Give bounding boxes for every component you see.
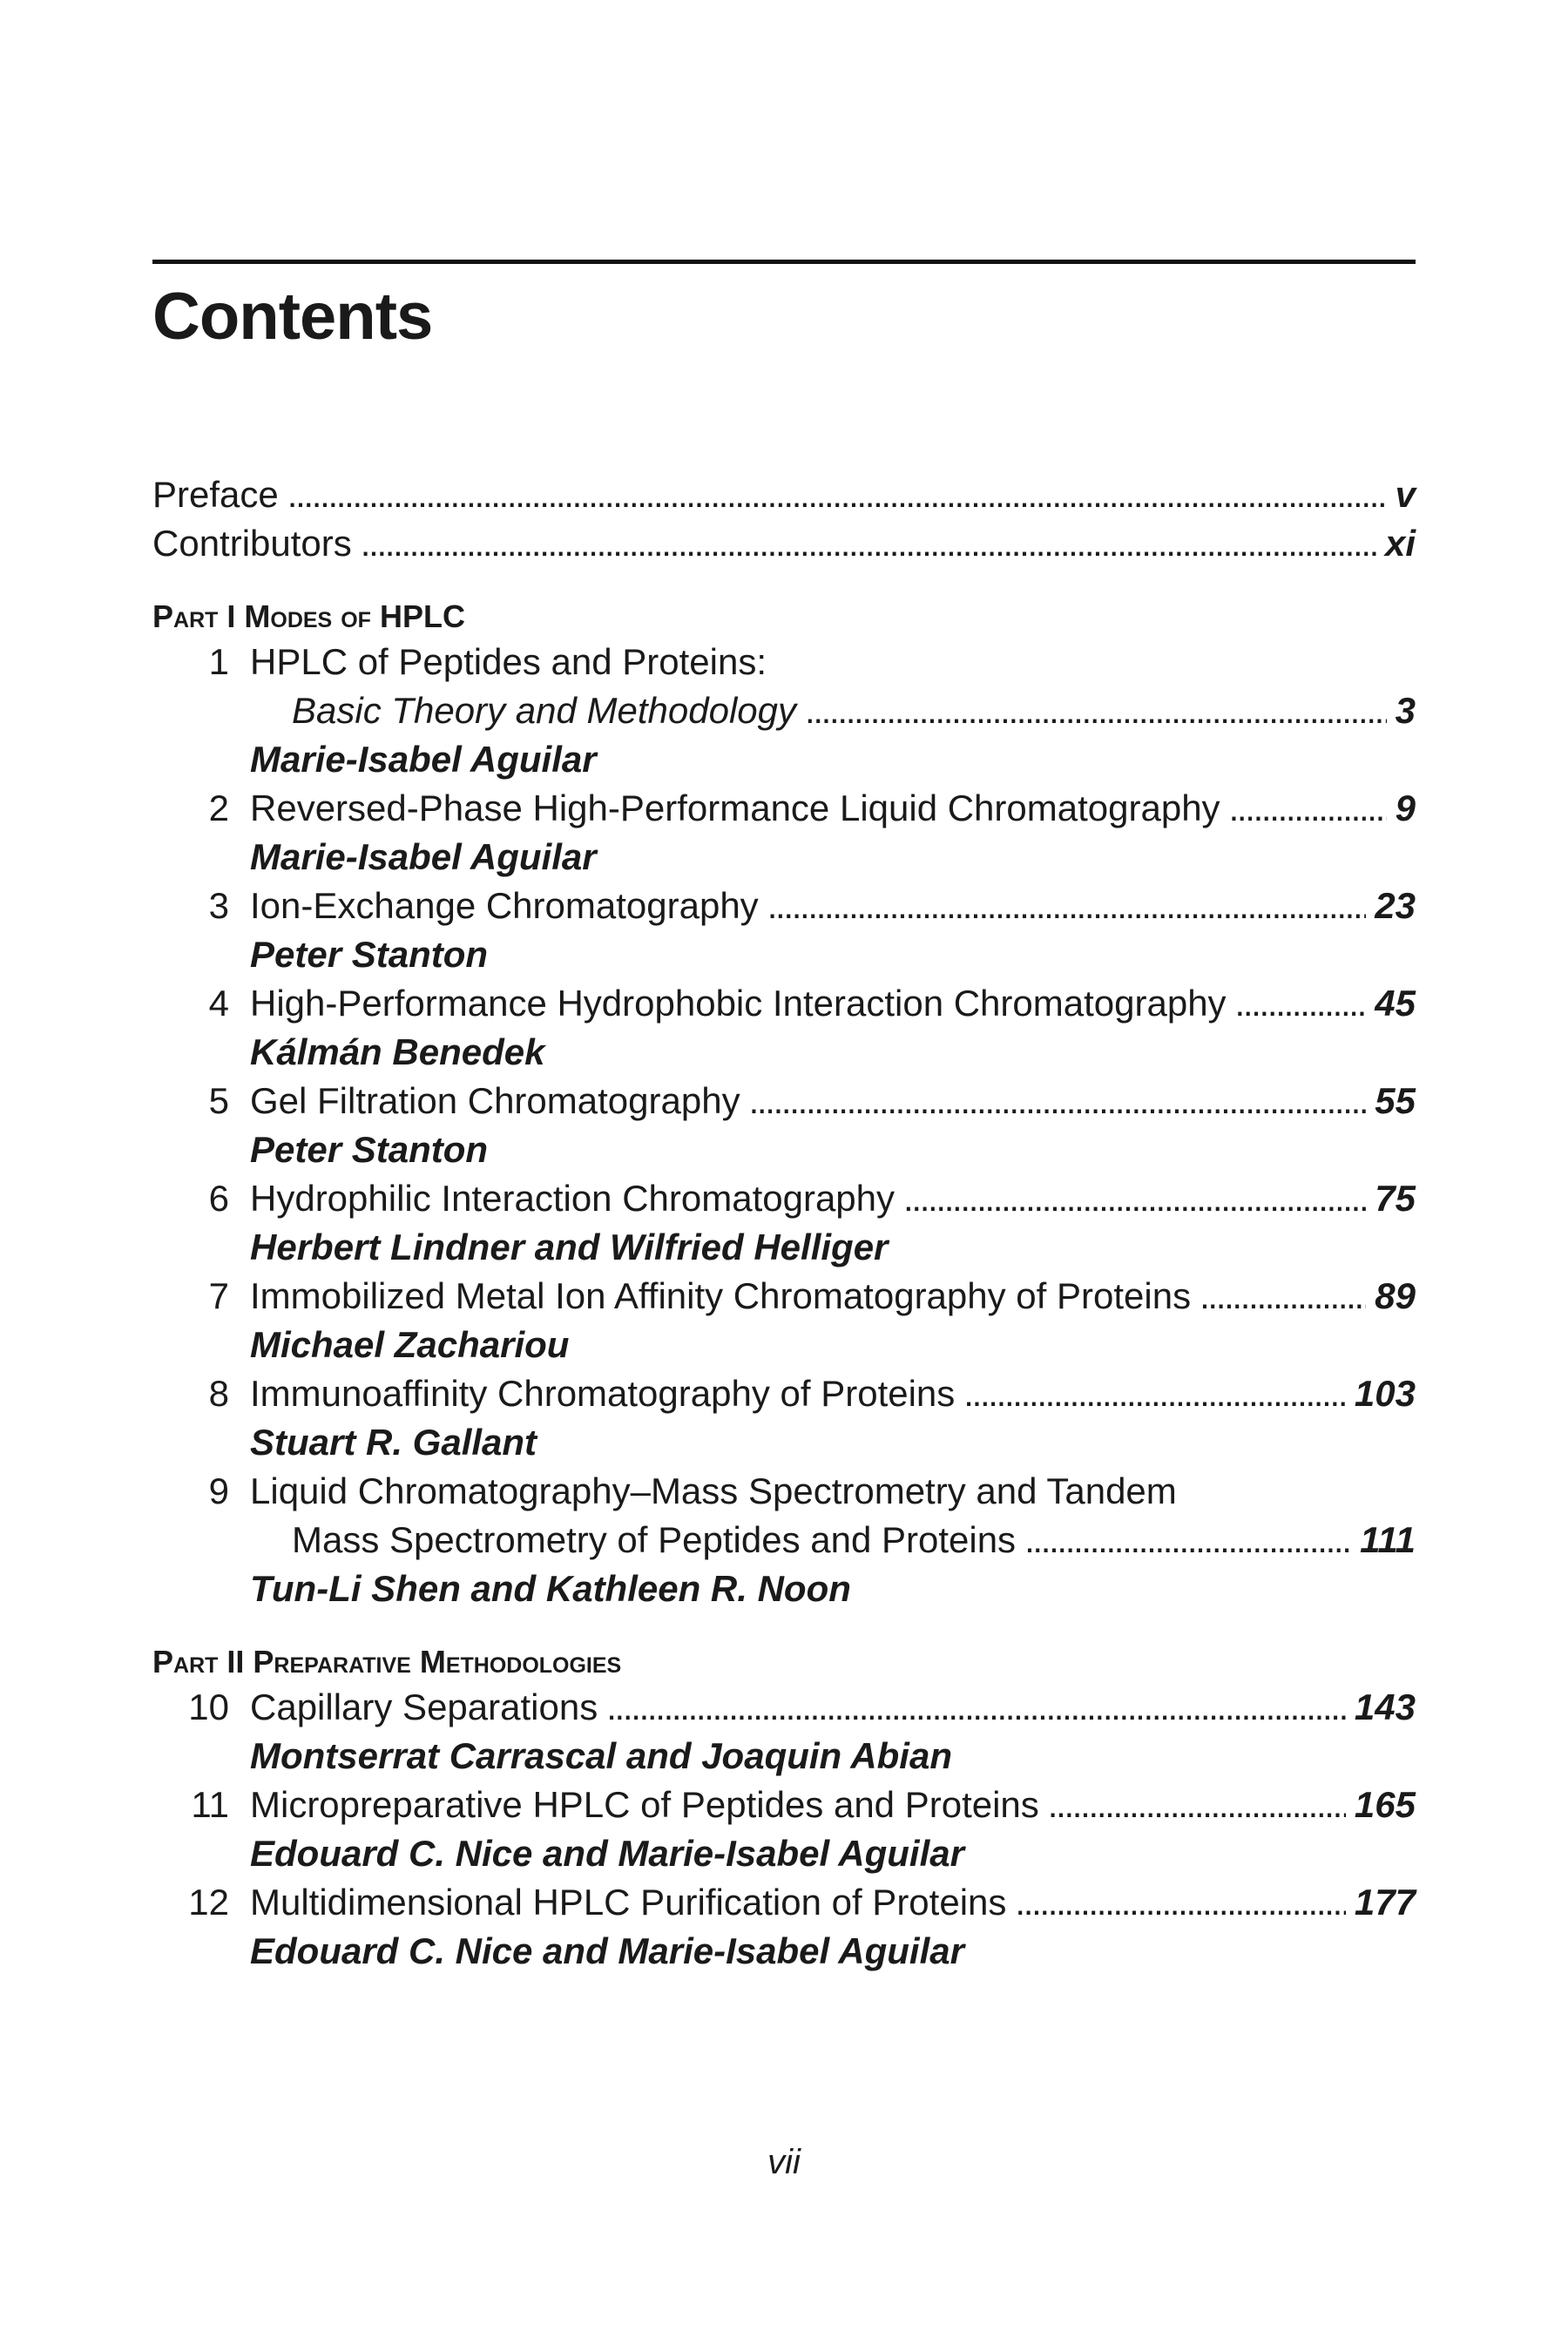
chapter-number: 2 bbox=[208, 787, 229, 828]
toc-entry-contributors[interactable] bbox=[152, 519, 1416, 568]
chapter-subtitle: Basic Theory and Methodology bbox=[292, 690, 796, 731]
chapter-number: 11 bbox=[191, 1784, 229, 1825]
page-number: 165 bbox=[1354, 1784, 1416, 1825]
chapter-author bbox=[152, 1732, 1416, 1781]
chapter-number: 8 bbox=[208, 1373, 229, 1414]
page-number: 45 bbox=[1375, 983, 1416, 1024]
chapter-title-line[interactable] bbox=[152, 1174, 1416, 1223]
dot-leader bbox=[767, 882, 1367, 930]
chapter-title-line[interactable] bbox=[152, 1077, 1416, 1125]
dot-leader bbox=[805, 686, 1387, 735]
chapter-title: Micropreparative HPLC of Peptides and Proteins bbox=[250, 1784, 1039, 1825]
chapter-author bbox=[152, 1125, 1416, 1174]
chapter-author bbox=[152, 930, 1416, 979]
author-name: Tun-Li Shen and Kathleen R. Noon bbox=[250, 1568, 851, 1609]
author-name: Peter Stanton bbox=[250, 1129, 489, 1170]
author-name: Marie-Isabel Aguilar bbox=[250, 739, 597, 780]
entry-label: Contributors bbox=[152, 523, 352, 564]
dot-leader bbox=[1024, 1516, 1351, 1565]
dot-leader bbox=[1015, 1878, 1346, 1927]
chapter-title-line[interactable] bbox=[152, 1781, 1416, 1829]
dot-leader bbox=[287, 470, 1387, 519]
chapter-author bbox=[152, 1028, 1416, 1077]
author-name: Herbert Lindner and Wilfried Helliger bbox=[250, 1227, 889, 1267]
chapter-author bbox=[152, 1418, 1416, 1467]
chapter-title-line[interactable] bbox=[152, 784, 1416, 833]
author-name: Stuart R. Gallant bbox=[250, 1422, 537, 1463]
author-name: Peter Stanton bbox=[250, 934, 489, 975]
dot-leader bbox=[361, 519, 1376, 568]
chapter-title: Ion-Exchange Chromatography bbox=[250, 885, 759, 926]
page-folio: vii bbox=[767, 2143, 801, 2181]
author-name: Kálmán Benedek bbox=[250, 1031, 545, 1072]
dot-leader bbox=[903, 1174, 1366, 1223]
chapter-number: 9 bbox=[208, 1470, 229, 1511]
chapter-title: Hydrophilic Interaction Chromatography bbox=[250, 1178, 896, 1219]
dot-leader bbox=[1229, 784, 1387, 833]
page-number: 89 bbox=[1375, 1275, 1416, 1316]
dot-leader bbox=[1200, 1272, 1366, 1321]
chapter-title: Reversed-Phase High-Performance Liquid Chromatography bbox=[250, 787, 1220, 828]
author-name: Edouard C. Nice and Marie-Isabel Aguilar bbox=[250, 1930, 964, 1971]
page-number: 177 bbox=[1354, 1882, 1416, 1923]
chapter-number: 6 bbox=[208, 1178, 229, 1219]
author-name: Michael Zachariou bbox=[250, 1324, 570, 1365]
chapter-title: Immobilized Metal Ion Affinity Chromatography of Proteins bbox=[250, 1275, 1192, 1316]
dot-leader bbox=[606, 1683, 1346, 1732]
chapter-title: Multidimensional HPLC Purification of Proteins bbox=[250, 1882, 1007, 1923]
chapter-title-line[interactable] bbox=[152, 1369, 1416, 1418]
page-number: 9 bbox=[1395, 787, 1416, 828]
page-number: xi bbox=[1384, 523, 1416, 564]
chapter-number: 5 bbox=[208, 1080, 229, 1121]
chapter-author bbox=[152, 1829, 1416, 1878]
dot-leader bbox=[749, 1077, 1367, 1125]
entry-label: Preface bbox=[152, 474, 279, 515]
chapter-title-line[interactable] bbox=[152, 638, 1416, 686]
page-number: 55 bbox=[1375, 1080, 1416, 1121]
chapter-title: High-Performance Hydrophobic Interaction Chromatography bbox=[250, 983, 1227, 1024]
chapter-number: 3 bbox=[208, 885, 229, 926]
chapter-number: 10 bbox=[188, 1686, 229, 1727]
chapter-author bbox=[152, 1565, 1416, 1613]
chapter-title: HPLC of Peptides and Proteins: bbox=[250, 641, 767, 682]
chapter-title-line[interactable] bbox=[152, 1272, 1416, 1321]
chapter-title-line[interactable] bbox=[152, 1516, 1416, 1565]
chapter-number: 1 bbox=[208, 641, 229, 682]
page-title: Contents bbox=[152, 280, 433, 354]
chapter-title-line[interactable] bbox=[152, 1878, 1416, 1927]
chapter-title-line[interactable] bbox=[152, 882, 1416, 930]
chapter-title: Immunoaffinity Chromatography of Proteins bbox=[250, 1373, 956, 1414]
author-name: Montserrat Carrascal and Joaquin Abian bbox=[250, 1735, 952, 1776]
dot-leader bbox=[963, 1369, 1346, 1418]
dot-leader bbox=[1048, 1781, 1346, 1829]
chapter-title: Gel Filtration Chromatography bbox=[250, 1080, 740, 1121]
toc-entry-preface[interactable] bbox=[152, 470, 1416, 519]
page-number: 3 bbox=[1395, 690, 1416, 731]
chapter-title-line[interactable] bbox=[152, 1467, 1416, 1516]
page-number: 111 bbox=[1360, 1519, 1416, 1560]
chapter-title-line[interactable] bbox=[152, 979, 1416, 1028]
page-number: 75 bbox=[1375, 1178, 1416, 1219]
part-heading: Part II Preparative Methodologies bbox=[152, 1644, 622, 1680]
chapter-author bbox=[152, 1321, 1416, 1369]
chapter-title-continued: Mass Spectrometry of Peptides and Proteins bbox=[292, 1519, 1017, 1560]
chapter-author bbox=[152, 833, 1416, 882]
author-name: Edouard C. Nice and Marie-Isabel Aguilar bbox=[250, 1833, 964, 1874]
page-number: 23 bbox=[1375, 885, 1416, 926]
top-rule bbox=[152, 260, 1416, 264]
part-heading: Part I Modes of HPLC bbox=[152, 598, 465, 634]
page-number: 103 bbox=[1354, 1373, 1416, 1414]
chapter-title-line[interactable] bbox=[152, 1683, 1416, 1732]
chapter-title: Liquid Chromatography–Mass Spectrometry and Tandem bbox=[250, 1470, 1177, 1511]
chapter-number: 4 bbox=[208, 983, 229, 1024]
chapter-title: Capillary Separations bbox=[250, 1686, 598, 1727]
page-number: v bbox=[1395, 474, 1416, 515]
author-name: Marie-Isabel Aguilar bbox=[250, 836, 597, 877]
chapter-author bbox=[152, 1927, 1416, 1976]
chapter-title-line[interactable] bbox=[152, 686, 1416, 735]
table-of-contents bbox=[152, 470, 1416, 1976]
chapter-number: 7 bbox=[208, 1275, 229, 1316]
chapter-number: 12 bbox=[188, 1882, 229, 1923]
chapter-author bbox=[152, 1223, 1416, 1272]
chapter-author bbox=[152, 735, 1416, 784]
dot-leader bbox=[1235, 979, 1367, 1028]
page-number: 143 bbox=[1354, 1686, 1416, 1727]
